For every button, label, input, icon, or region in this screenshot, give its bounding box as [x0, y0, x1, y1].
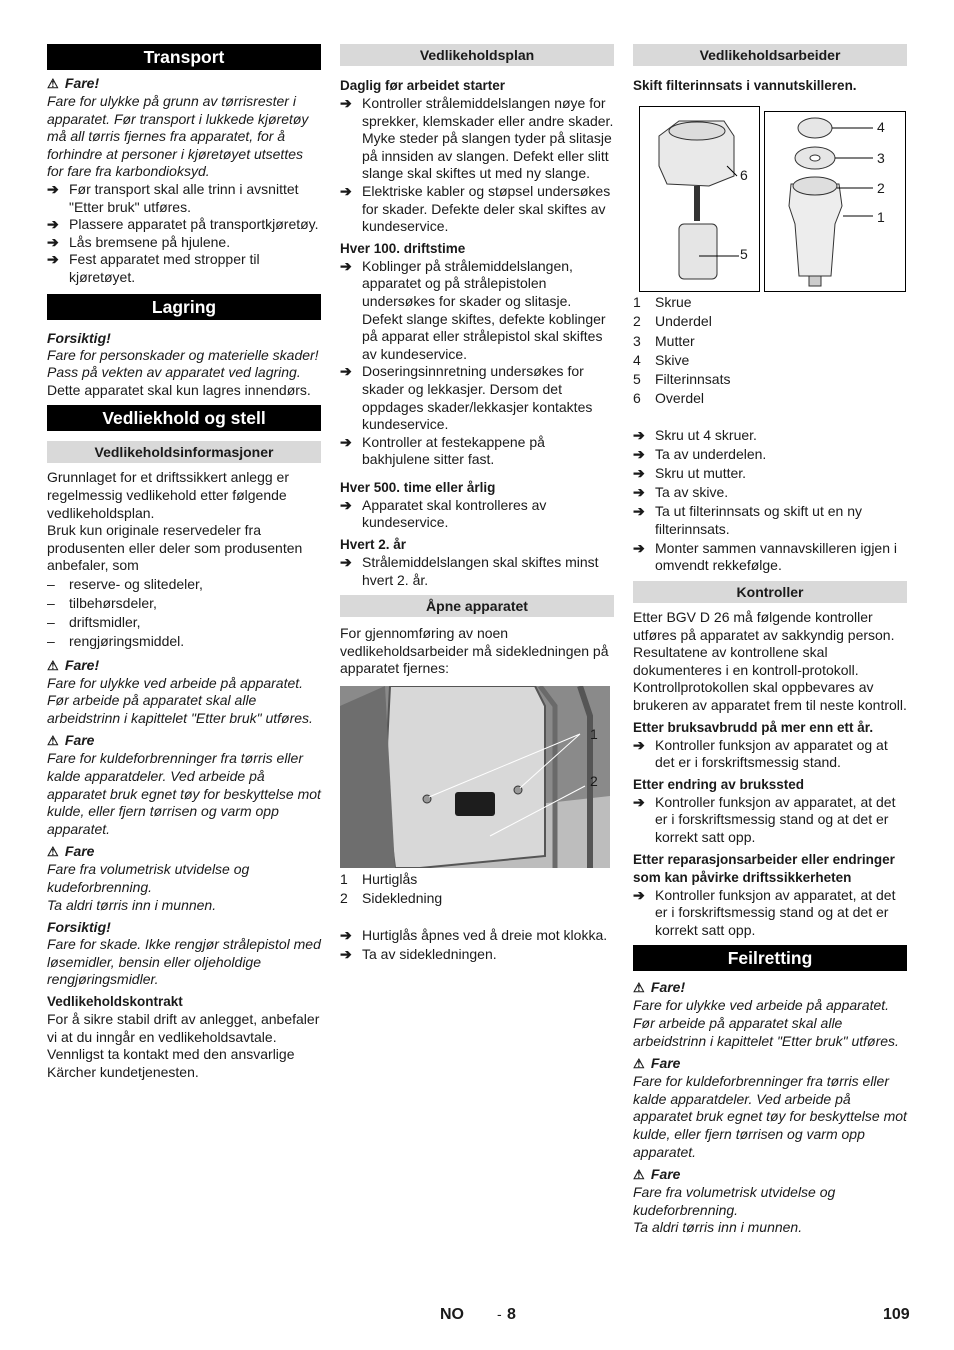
- warning: ⚠ Fare: [47, 843, 95, 860]
- warning-text: Fare for kuldeforbrenninger fra tørris eller kalde apparatdeler. Ved arbeide på apparatet bruk egnet tøy for beskyttelse mot kulde, eller fjern tørrisen og varm opp apparatet.: [47, 750, 321, 837]
- subheading-2y: Hvert 2. år: [340, 537, 407, 553]
- column-left: [47, 44, 321, 1081]
- warning-text: Ta aldri tørris inn i munnen.: [47, 896, 217, 913]
- arrow-icon: ➔: [633, 445, 645, 462]
- warning-transport: ⚠ Fare!: [47, 75, 100, 91]
- warning-triangle-icon: ⚠: [633, 1056, 645, 1072]
- warning-text: Fare fra volumetrisk utvidelse og kudeforbrenning.: [47, 861, 250, 896]
- list-item: – tilbehørsdeler,: [47, 595, 157, 612]
- list-item: ➔ Skru ut mutter.: [633, 464, 747, 481]
- callout-label: 3: [877, 150, 885, 166]
- warning-triangle-icon: ⚠: [633, 980, 645, 996]
- legend-item: 1 Hurtiglås: [340, 871, 418, 888]
- info-paragraph: Bruk kun originale reservedeler fra produsenten eller deler som produsenten anbefaler, som: [47, 522, 303, 574]
- heading-care: Vedliekhold og stell: [47, 405, 321, 431]
- subheading-daily: Daglig før arbeidet starter: [340, 78, 506, 93]
- heading-troubleshooting: Feilretting: [633, 945, 907, 971]
- info-paragraph: Grunnlaget for et driftssikkert anlegg er regelmessig vedlikehold etter følgende vedlikeholdsplan.: [47, 469, 290, 521]
- arrow-icon: ➔: [340, 182, 352, 199]
- callout-label: 1: [590, 726, 598, 743]
- warning-triangle-icon: ⚠: [47, 844, 59, 860]
- list-item: ➔ Kontroller strålemiddelslangen nøye for sprekker, klemskader eller andre skader. Myke steder på slangen tyder på slitasje på innsiden av slangen. Defekt eller slitt slange skal skiftes ut med ny slange.: [340, 95, 614, 182]
- arrow-icon: ➔: [340, 95, 352, 111]
- list-item: ➔ Før transport skal alle trinn i avsnittet "Etter bruk" utføres.: [47, 180, 299, 215]
- heading-storage: Lagring: [47, 294, 321, 320]
- warning-triangle-icon: ⚠: [47, 76, 59, 91]
- list-item: ➔ Kontroller funksjon av apparatet og at det er i forskriftsmessig stand.: [633, 736, 888, 771]
- list-item: ➔ Hurtiglås åpnes ved å dreie mot klokka.: [340, 926, 608, 943]
- legend-item: 6 Overdel: [633, 390, 705, 407]
- legend-item: 3 Mutter: [633, 332, 695, 349]
- warning-triangle-icon: ⚠: [47, 657, 59, 673]
- arrow-icon: ➔: [340, 433, 352, 450]
- contract-text: For å sikre stabil drift av anlegget, anbefaler vi at du inngår en vedlikeholdsavtale. Vennligst ta kontakt med den ansvarlige Kärcher kundetjenesten.: [47, 1011, 320, 1080]
- list-item: ➔ Skru ut 4 skruer.: [633, 426, 757, 443]
- list-item: ➔ Kontroller at festekappene på bakhjulene sitter fast.: [340, 433, 545, 468]
- list-item: ➔ Ta ut filterinnsats og skift ut en ny filterinnsats.: [633, 503, 862, 537]
- heading-checks: Kontroller: [633, 581, 907, 603]
- warning-triangle-icon: ⚠: [47, 733, 59, 749]
- subheading-filter: Skift filterinnsats i vannutskilleren.: [633, 78, 857, 93]
- arrow-icon: ➔: [633, 793, 645, 810]
- list-item: ➔ Kontroller funksjon av apparatet, at det er i forskriftsmessig stand og at det er korrekt satt opp.: [633, 886, 896, 938]
- list-item: ➔ Monter sammen vannavskilleren igjen i omvendt rekkefølge.: [633, 539, 897, 574]
- list-item: ➔ Apparatet skal kontrolleres av kundeservice.: [340, 496, 547, 531]
- arrow-icon: ➔: [47, 251, 59, 268]
- arrow-icon: ➔: [340, 363, 352, 380]
- column-middle: [340, 44, 614, 964]
- arrow-icon: ➔: [340, 496, 352, 513]
- callout-label: 5: [740, 246, 748, 262]
- arrow-icon: ➔: [633, 539, 645, 556]
- warning-text: Fare for ulykke på grunn av tørrisrester i apparatet. Før transport i lukkede kjøretøy må all tørris fjernes fra apparatet, for å forhindre at personer i kjøretøyet utsettes for fare fra karbondioksyd.: [47, 93, 309, 180]
- subheading-check-c: Etter reparasjonsarbeider eller endringer som kan påvirke driftssikkerheten: [633, 851, 895, 885]
- subheading-500h: Hver 500. time eller årlig: [340, 479, 496, 495]
- legend-item: 4 Skive: [633, 351, 690, 368]
- list-item: ➔ Doseringsinnretning undersøkes for skader og lekkasjer. Dersom det oppdages skader/lekkasjer kontaktes kundeservice.: [340, 363, 593, 433]
- list-item: ➔ Plassere apparatet på transportkjøretøy.: [47, 216, 319, 233]
- footer-language: NO: [440, 1306, 464, 1323]
- heading-open-device: Åpne apparatet: [340, 595, 614, 617]
- warning: ⚠ Fare: [47, 732, 95, 749]
- callout-label: 2: [590, 773, 598, 790]
- list-item: ➔ Ta av sidekledningen.: [340, 946, 497, 963]
- heading-maintenance-plan: Vedlikeholdsplan: [340, 44, 614, 66]
- arrow-icon: ➔: [47, 180, 59, 197]
- caution-text: Fare for personskader og materielle skader! Pass på vekten av apparatet ved lagring.: [47, 346, 319, 381]
- column-right: [633, 44, 907, 1237]
- list-item: ➔ Strålemiddelslangen skal skiftes minst hvert 2. år.: [340, 554, 599, 588]
- arrow-icon: ➔: [633, 503, 645, 520]
- arrow-icon: ➔: [340, 257, 352, 274]
- list-item: ➔ Lås bremsene på hjulene.: [47, 233, 231, 250]
- warning: ⚠ Fare: [633, 1055, 681, 1072]
- list-item: – reserve- og slitedeler,: [47, 575, 203, 592]
- warning-text: Fare for ulykke ved arbeide på apparatet. Før arbeide på apparatet skal alle arbeidstrinn i kapittelet "Etter bruk" utføres.: [633, 997, 899, 1049]
- heading-maintenance-info: Vedlikeholdsinformasjoner: [47, 441, 321, 463]
- list-item: – driftsmidler,: [47, 614, 141, 631]
- legend-item: 2 Sidekledning: [340, 890, 443, 907]
- footer-section-number: 8: [507, 1306, 516, 1323]
- arrow-icon: ➔: [633, 484, 645, 501]
- list-item: – rengjøringsmiddel.: [47, 633, 185, 650]
- arrow-icon: ➔: [340, 926, 352, 943]
- warning: ⚠ Fare!: [47, 656, 100, 673]
- subheading-contract: Vedlikeholdskontrakt: [47, 994, 183, 1009]
- list-item: ➔ Elektriske kabler og støpsel undersøkes for skader. Defekte deler skal skiftes av kundeservice.: [340, 182, 611, 235]
- legend-item: 2 Underdel: [633, 313, 712, 330]
- filter-exploded-figure: [639, 106, 906, 292]
- callout-label: 4: [877, 119, 885, 135]
- arrow-icon: ➔: [47, 216, 59, 233]
- warning: ⚠ Fare: [633, 1166, 681, 1183]
- warning-triangle-icon: ⚠: [633, 1167, 645, 1183]
- storage-text: Dette apparatet skal kun lagres innendørs.: [47, 381, 311, 398]
- heading-maintenance-work: Vedlikeholdsarbeider: [633, 44, 907, 66]
- device-side-figure: [340, 686, 610, 868]
- checks-text: Etter BGV D 26 må følgende kontroller utføres på apparatet av sakkyndig person. Resultatene av kontrollene skal dokumenteres i en kontroll-protokoll. Kontrollprotokollen skal oppbevares av brukeren av apparatet frem til neste kontroll.: [633, 609, 907, 713]
- callout-label: 1: [877, 209, 885, 225]
- legend-item: 1 Skrue: [633, 294, 692, 310]
- list-item: ➔ Kontroller funksjon av apparatet, at det er i forskriftsmessig stand og at det er korrekt satt opp.: [633, 793, 896, 845]
- legend-item: 5 Filterinnsats: [633, 371, 731, 388]
- list-item: ➔ Koblinger på strålemiddelslangen, apparatet og på strålepistolen undersøkes for skader og slitasje. Defekt slange skiftes, defekte koblinger på apparat eller strålepistol skal skiftes av kundeservice.: [340, 257, 606, 362]
- arrow-icon: ➔: [633, 886, 645, 903]
- caution-storage: Forsiktig!: [47, 329, 111, 346]
- arrow-icon: ➔: [633, 426, 645, 443]
- warning-text: Ta aldri tørris inn i munnen.: [633, 1219, 803, 1236]
- list-item: ➔ Ta av underdelen.: [633, 445, 767, 462]
- warning-text: Fare for kuldeforbrenninger fra tørris eller kalde apparatdeler. Ved arbeide på apparatet bruk egnet tøy for beskyttelse mot kulde, eller fjern tørrisen og varm opp apparatet.: [633, 1073, 907, 1160]
- callout-label: 6: [740, 167, 748, 183]
- subheading-check-b: Etter endring av brukssted: [633, 776, 805, 792]
- arrow-icon: ➔: [340, 946, 352, 963]
- arrow-icon: ➔: [340, 554, 352, 571]
- caution: Forsiktig!: [47, 919, 111, 936]
- warning: ⚠ Fare!: [633, 979, 686, 996]
- warning-text: Fare for ulykke ved arbeide på apparatet. Før arbeide på apparatet skal alle arbeidstrinn i kapittelet "Etter bruk" utføres.: [47, 674, 313, 726]
- list-item: ➔ Fest apparatet med stropper til kjøretøyet.: [47, 251, 260, 285]
- list-item: ➔ Ta av skive.: [633, 484, 729, 501]
- subheading-100h: Hver 100. driftstime: [340, 240, 466, 256]
- warning-text: Fare fra volumetrisk utvidelse og kudeforbrenning.: [633, 1184, 836, 1218]
- arrow-icon: ➔: [633, 736, 645, 753]
- open-text: For gjennomføring av noen vedlikeholdsarbeider må sidekledningen på apparatet fjernes:: [340, 625, 609, 677]
- page-number: 109: [883, 1306, 910, 1323]
- heading-transport: Transport: [47, 44, 321, 70]
- arrow-icon: ➔: [47, 233, 59, 250]
- footer-separator: -: [497, 1306, 502, 1322]
- caution-text: Fare for skade. Ikke rengjør strålepistol med løsemidler, bensin eller oljeholdige rengjøringsmidler.: [47, 936, 321, 988]
- arrow-icon: ➔: [633, 464, 645, 481]
- subheading-check-a: Etter bruksavbrudd på mer enn ett år.: [633, 719, 874, 735]
- callout-label: 2: [877, 180, 885, 196]
